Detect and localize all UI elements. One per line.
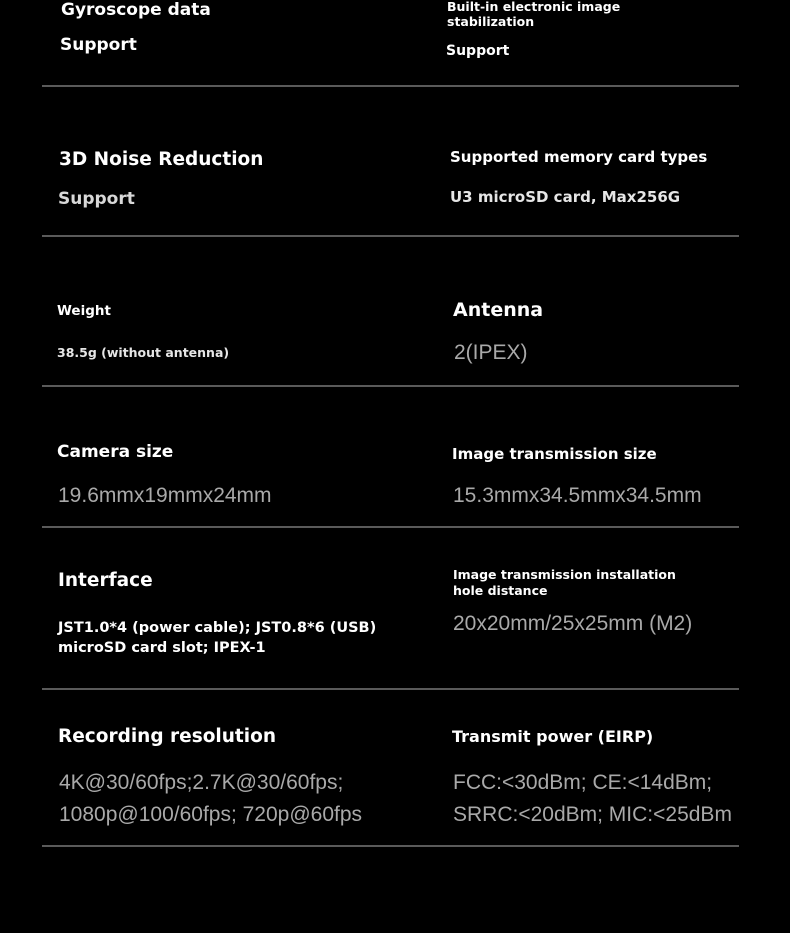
transmit-power-label: Transmit power (EIRP)	[452, 727, 654, 746]
memory-card-label: Supported memory card types	[450, 148, 708, 166]
stabilization-label: Built-in electronic image stabilization	[447, 0, 621, 29]
divider	[42, 385, 739, 387]
divider	[42, 85, 739, 87]
weight-label: Weight	[57, 303, 111, 319]
divider	[42, 526, 739, 528]
divider	[42, 845, 739, 847]
antenna-label: Antenna	[453, 299, 544, 321]
noise-reduction-label: 3D Noise Reduction	[59, 149, 264, 170]
hole-distance-label: Image transmission installation hole distance	[453, 567, 676, 598]
interface-value: JST1.0*4 (power cable); JST0.8*6 (USB) microSD card slot; IPEX-1	[58, 620, 377, 656]
hole-distance-value: 20x20mm/25x25mm (M2)	[453, 612, 693, 635]
gyroscope-value: Support	[60, 35, 137, 55]
recording-resolution-value: 4K@30/60fps;2.7K@30/60fps; 1080p@100/60fps; 720p@60fps	[59, 771, 363, 826]
camera-size-label: Camera size	[57, 442, 174, 462]
transmission-size-label: Image transmission size	[452, 445, 657, 463]
noise-reduction-value: Support	[58, 189, 135, 209]
memory-card-value: U3 microSD card, Max256G	[450, 188, 681, 206]
divider	[42, 688, 739, 690]
weight-value: 38.5g (without antenna)	[57, 345, 230, 360]
divider	[42, 235, 739, 237]
camera-size-value: 19.6mmx19mmx24mm	[58, 484, 272, 507]
transmission-size-value: 15.3mmx34.5mmx34.5mm	[453, 484, 702, 507]
interface-label: Interface	[58, 570, 153, 591]
gyroscope-label: Gyroscope data	[61, 0, 211, 20]
transmit-power-value: FCC:<30dBm; CE:<14dBm; SRRC:<20dBm; MIC:<25dBm	[453, 771, 732, 826]
recording-resolution-label: Recording resolution	[58, 726, 276, 747]
antenna-value: 2(IPEX)	[454, 341, 528, 364]
stabilization-value: Support	[446, 43, 510, 59]
